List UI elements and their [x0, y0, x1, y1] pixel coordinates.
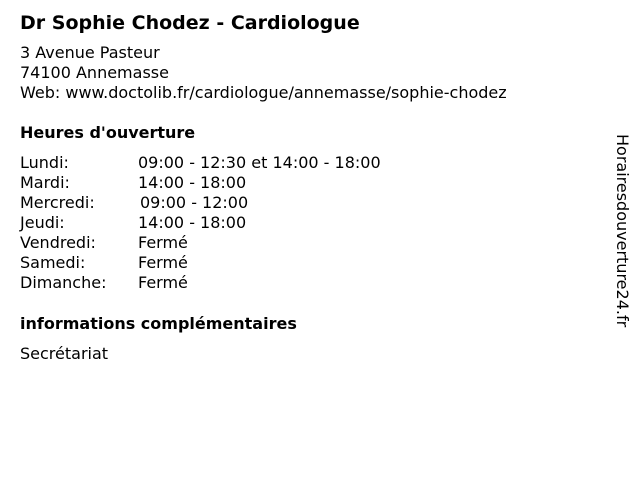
page-title: Dr Sophie Chodez - Cardiologue	[20, 12, 360, 34]
day-hours: 14:00 - 18:00	[138, 213, 247, 232]
address-city: 74100 Annemasse	[20, 63, 169, 82]
day-hours: Fermé	[138, 273, 188, 292]
day-label: Lundi:	[20, 153, 69, 172]
day-label: Samedi:	[20, 253, 86, 272]
website-line: Web: www.doctolib.fr/cardiologue/annemasse/sophie-chodez	[20, 83, 507, 102]
day-hours: Fermé	[138, 233, 188, 252]
day-label: Mercredi:	[20, 193, 95, 212]
day-hours: 09:00 - 12:30 et 14:00 - 18:00	[138, 153, 381, 172]
info-heading: informations complémentaires	[20, 314, 297, 333]
day-label: Mardi:	[20, 173, 70, 192]
site-watermark: Horairesdouverture24.fr	[613, 134, 632, 328]
address-street: 3 Avenue Pasteur	[20, 43, 160, 62]
day-hours: Fermé	[138, 253, 188, 272]
day-hours: 14:00 - 18:00	[138, 173, 247, 192]
address-block	[20, 43, 507, 103]
day-hours: 09:00 - 12:00	[140, 193, 249, 212]
day-label: Vendredi:	[20, 233, 96, 252]
hours-heading: Heures d'ouverture	[20, 123, 196, 142]
info-text: Secrétariat	[20, 344, 109, 363]
day-label: Jeudi:	[20, 213, 65, 232]
day-label: Dimanche:	[20, 273, 107, 292]
